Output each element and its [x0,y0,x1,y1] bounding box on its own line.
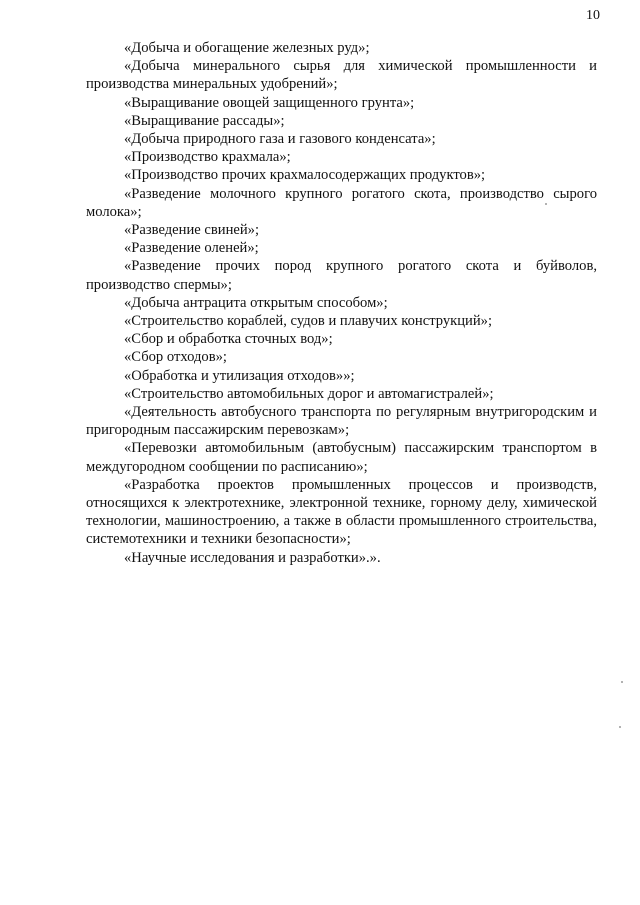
list-item: «Научные исследования и разработки».». [124,549,381,566]
list-item: «Производство крахмала»; [124,149,291,166]
scan-speck [621,681,623,683]
list-item: «Строительство кораблей, судов и плавучих конструкций»; [124,313,493,330]
list-item: «Добыча природного газа и газового конденсата»; [124,131,436,148]
list-item: «Сбор и обработка сточных вод»; [124,331,333,348]
scan-speck [545,203,547,205]
page-number: 10 [586,8,600,23]
list-item: «Строительство автомобильных дорог и автомагистралей»; [124,385,494,402]
list-item: «Сбор отходов»; [124,349,227,366]
list-item: «Выращивание рассады»; [124,112,285,129]
list-item: «Выращивание овощей защищенного грунта»; [124,94,415,111]
list-item: «Разведение молочного крупного рогатого скота, производство сырого молока»; [86,185,597,220]
list-item: «Добыча минерального сырья для химической промышленности и производства минеральных удобрений»; [86,58,597,93]
list-item: «Разведение прочих пород крупного рогатого скота и буйволов, производство спермы»; [86,258,597,293]
list-item: «Добыча и обогащение железных руд»; [124,40,370,56]
list-item: «Деятельность автобусного транспорта по регулярным внутригородским и пригородным пассажирским перевозкам»; [86,404,597,439]
list-item: «Добыча антрацита открытым способом»; [124,294,388,311]
list-item: «Разведение свиней»; [124,222,260,239]
document-body [86,39,597,567]
list-item: «Производство прочих крахмалосодержащих продуктов»; [124,167,486,184]
list-item: «Обработка и утилизация отходов»»; [124,367,355,384]
list-item: «Перевозки автомобильным (автобусным) пассажирским транспортом в междугородном сообщении по расписанию»; [86,440,597,475]
list-item: «Разведение оленей»; [124,240,259,257]
list-item: «Разработка проектов промышленных процессов и производств, относящихся к электротехнике, электронной технике, горному делу, химической технологии, машиностроению, а также в области промышленного строительства, системотехники и техники безопасности»; [86,476,597,548]
scan-speck [619,726,621,728]
